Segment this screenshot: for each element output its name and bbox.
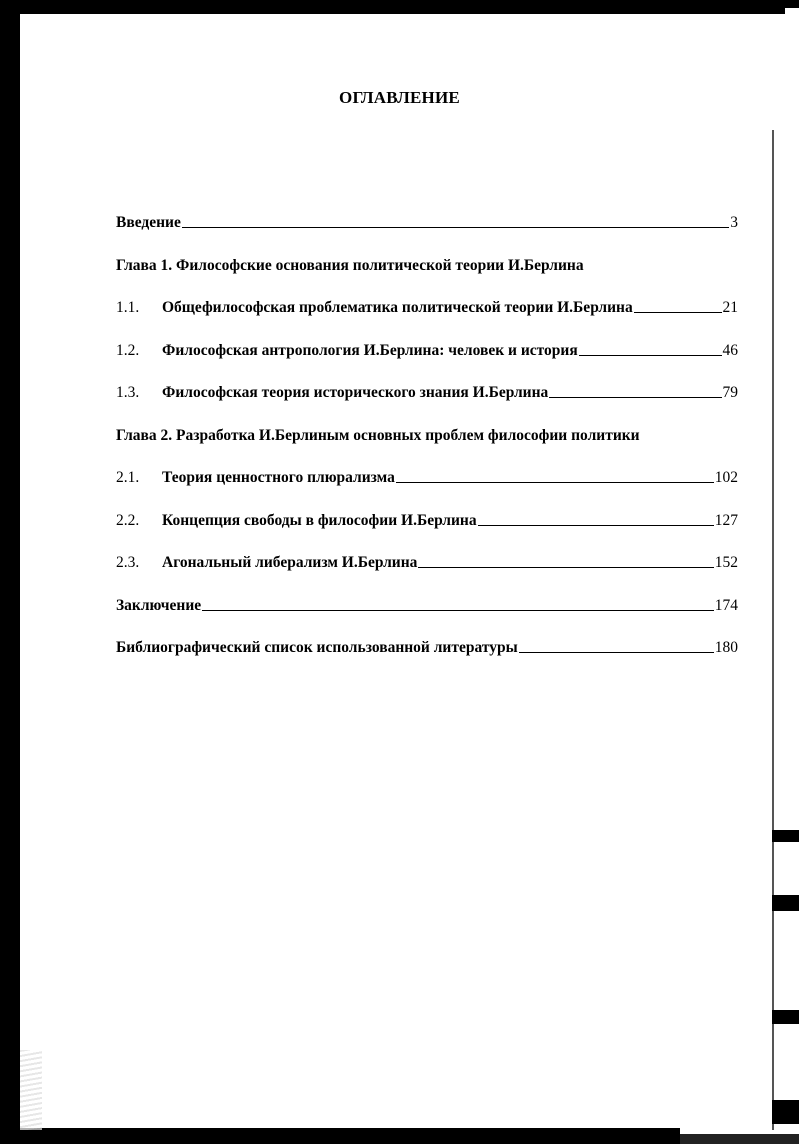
toc-entry-title: Общефилософская проблематика политической теории И.Берлина [162,299,633,316]
scan-border-right [772,130,774,1130]
toc-entry-title: Агональный либерализм И.Берлина [162,554,418,571]
scan-border-top [10,0,785,14]
table-of-contents [116,214,738,682]
toc-page-number: 152 [714,554,738,571]
scan-speckle [20,1050,42,1130]
toc-entry-bibliography[interactable] [116,639,738,682]
scan-border-bottom [20,1128,680,1144]
toc-entry-2-3[interactable] [116,554,738,597]
toc-leader-line [202,610,714,611]
toc-leader-line [549,397,721,398]
toc-page-number: 79 [722,384,738,401]
toc-leader-line [579,355,722,356]
toc-chapter-title: Глава 1. Философские основания политической теории И.Берлина [116,256,584,274]
toc-page-number: 180 [714,639,738,656]
scan-border-bottom-fade [680,1134,799,1144]
toc-entry-title: Теория ценностного плюрализма [162,469,395,486]
scan-border-top-end [780,0,799,8]
toc-section-number: 2.2. [116,511,140,529]
toc-section-number: 1.2. [116,341,140,359]
toc-leader-line [418,567,713,568]
toc-chapter-1[interactable] [116,257,738,300]
scan-mark-right [772,830,799,842]
page-title: ОГЛАВЛЕНИЕ [339,88,460,107]
toc-entry-1-2[interactable] [116,342,738,385]
toc-page-number: 127 [714,511,738,529]
toc-leader-line [396,482,714,483]
toc-entry-conclusion[interactable] [116,597,738,640]
toc-page-number: 46 [722,341,738,359]
toc-entry-2-1[interactable] [116,469,738,512]
toc-entry-1-1[interactable] [116,299,738,342]
toc-page-number: 174 [714,596,738,614]
toc-section-number: 1.1. [116,299,140,316]
toc-section-number: 2.3. [116,554,140,571]
scan-mark-right [772,895,799,911]
toc-leader-line [182,227,729,228]
toc-entry-title: Философская антропология И.Берлина: человек и история [162,341,578,359]
toc-entry-introduction[interactable] [116,214,738,257]
toc-entry-1-3[interactable] [116,384,738,427]
toc-chapter-title: Глава 2. Разработка И.Берлиным основных проблем философии политики [116,426,640,444]
toc-entry-title: Философская теория исторического знания И.Берлина [162,384,549,401]
toc-entry-title: Заключение [116,596,202,614]
toc-chapter-2[interactable] [116,427,738,470]
toc-entry-title: Библиографический список использованной литературы [116,639,518,656]
toc-entry-2-2[interactable] [116,512,738,555]
toc-page-number: 3 [730,214,738,231]
toc-leader-line [634,312,722,313]
toc-section-number: 2.1. [116,469,140,486]
toc-page-number: 21 [722,299,738,316]
scan-mark-right [772,1100,799,1124]
toc-entry-title: Введение [116,214,181,231]
toc-leader-line [478,525,714,526]
toc-leader-line [519,652,714,653]
toc-page-number: 102 [714,469,738,486]
scan-border-left [0,0,20,1144]
toc-entry-title: Концепция свободы в философии И.Берлина [162,511,477,529]
scan-mark-right [772,1010,799,1024]
toc-section-number: 1.3. [116,384,140,401]
